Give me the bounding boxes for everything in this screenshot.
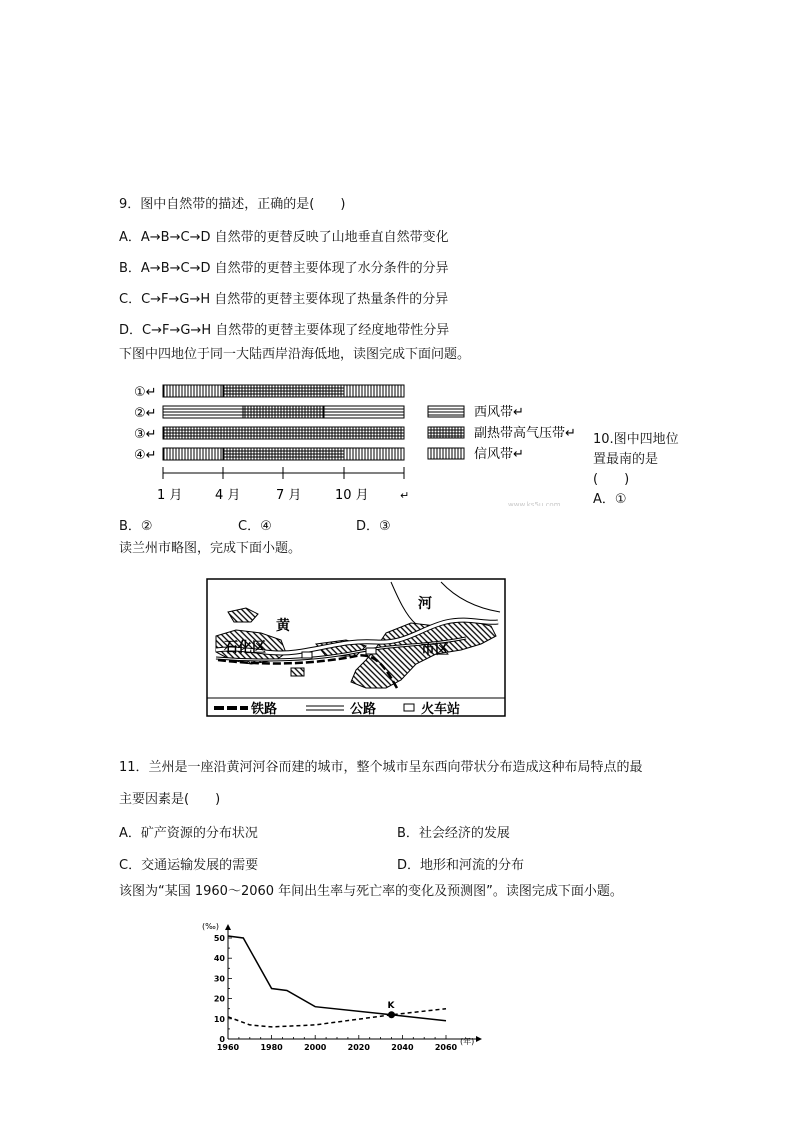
q10-intro: 下图中四地位于同一大陆西岸沿海低地，读图完成下面问题。 [119, 347, 471, 362]
q9-option-b: B．A→B→C→D 自然带的更替主要体现了水分条件的分异 [119, 261, 449, 276]
legend-subtropical-high [428, 425, 576, 441]
map-label-shiqu: 市区 [421, 642, 449, 658]
svg-text:信风带↵: 信风带↵ [474, 447, 524, 462]
q11-option-d: D．地形和河流的分布 [397, 858, 525, 873]
month-tick-7: 7 月 [276, 488, 302, 503]
belt-row-3 [163, 427, 404, 439]
q9-option-c: C．C→F→G→H 自然带的更替主要体现了热量条件的分异 [119, 292, 449, 307]
birth-death-rate-chart [198, 918, 498, 1053]
q11-intro: 读兰州市略图，完成下面小题。 [119, 541, 302, 556]
watermark: www.ks5u.com [508, 501, 561, 506]
y-tick-label: 0 [219, 1035, 225, 1044]
row-label-3: ③↵ [134, 427, 157, 442]
lanzhou-map [206, 578, 506, 718]
month-tick-1: 1 月 [157, 488, 183, 503]
q9-option-a: A．A→B→C→D 自然带的更替反映了山地垂直自然带变化 [119, 230, 449, 245]
belt-row-4 [163, 448, 404, 460]
q9-stem: 9．图中自然带的描述，正确的是( ) [119, 197, 346, 212]
q10-option-b: B．② [119, 519, 153, 534]
map-label-huang: 黄 [276, 618, 290, 634]
q10-option-a: A．① [593, 492, 627, 507]
y-tick-label: 10 [213, 1014, 225, 1024]
month-axis [163, 467, 404, 479]
x-axis-unit: (年) [460, 1037, 475, 1046]
train-station-1 [302, 652, 312, 658]
point-k-marker [388, 1011, 395, 1018]
y-tick-label: 30 [213, 974, 225, 984]
q11-stem-line2: 主要因素是( ) [119, 792, 221, 807]
legend-trade-winds [428, 446, 524, 462]
svg-text:副热带高气压带↵: 副热带高气压带↵ [474, 426, 576, 441]
point-k-label: K [387, 1000, 395, 1011]
y-tick-label: 50 [213, 934, 225, 943]
x-axis-arrow [476, 1036, 482, 1042]
q11-stem-line1: 11．兰州是一座沿黄河河谷而建的城市，整个城市呈东西向带状分布造成这种布局特点的最 [119, 760, 643, 775]
urban-area-small [291, 668, 304, 676]
q10-option-c: C．④ [238, 519, 272, 534]
x-tick-label: 2060 [434, 1043, 458, 1052]
svg-text:铁路: 铁路 [251, 702, 278, 717]
map-label-shihua: 石化区 [224, 640, 266, 656]
belt-row-2 [163, 406, 404, 418]
x-tick-label: 1980 [260, 1043, 283, 1052]
y-axis-arrow [225, 924, 231, 930]
y-tick-label: 40 [213, 954, 225, 964]
month-tick-4: 4 月 [215, 488, 241, 503]
q10-option-d: D．③ [356, 519, 391, 534]
q12-intro: 该图为“某国 1960～2060 年间出生率与死亡率的变化及预测图”。读图完成下面小题。 [119, 884, 623, 899]
x-tick-label: 2040 [391, 1043, 414, 1052]
row-label-4: ④↵ [134, 448, 157, 463]
svg-text:西风带↵: 西风带↵ [474, 405, 524, 420]
q10-stem: 10.图中四地位置最南的是( ) A．① [593, 432, 679, 507]
map-label-he: 河 [418, 596, 432, 612]
series-line-solid [228, 936, 446, 1021]
q11-option-c: C．交通运输发展的需要 [119, 858, 259, 873]
month-tick-10: 10 月 [335, 488, 369, 503]
svg-text:公路: 公路 [350, 702, 377, 717]
wind-belt-figure [130, 378, 590, 506]
train-station-2 [366, 648, 376, 654]
q11-option-a: A．矿产资源的分布状况 [119, 826, 258, 841]
row-label-2: ②↵ [134, 406, 157, 421]
y-tick-label: 20 [213, 994, 225, 1004]
row-label-1: ①↵ [134, 385, 157, 400]
legend-westerlies [428, 404, 524, 420]
x-tick-label: 2020 [347, 1043, 370, 1052]
belt-row-1 [163, 385, 404, 397]
q9-option-d: D．C→F→G→H 自然带的更替主要体现了经度地带性分异 [119, 323, 450, 338]
y-axis-unit: (‰) [202, 922, 219, 931]
svg-text:火车站: 火车站 [421, 702, 461, 717]
x-tick-label: 1960 [216, 1043, 240, 1052]
q11-option-b: B．社会经济的发展 [397, 826, 510, 841]
x-tick-label: 2000 [304, 1043, 327, 1052]
month-tick-end: ↵ [400, 489, 410, 502]
